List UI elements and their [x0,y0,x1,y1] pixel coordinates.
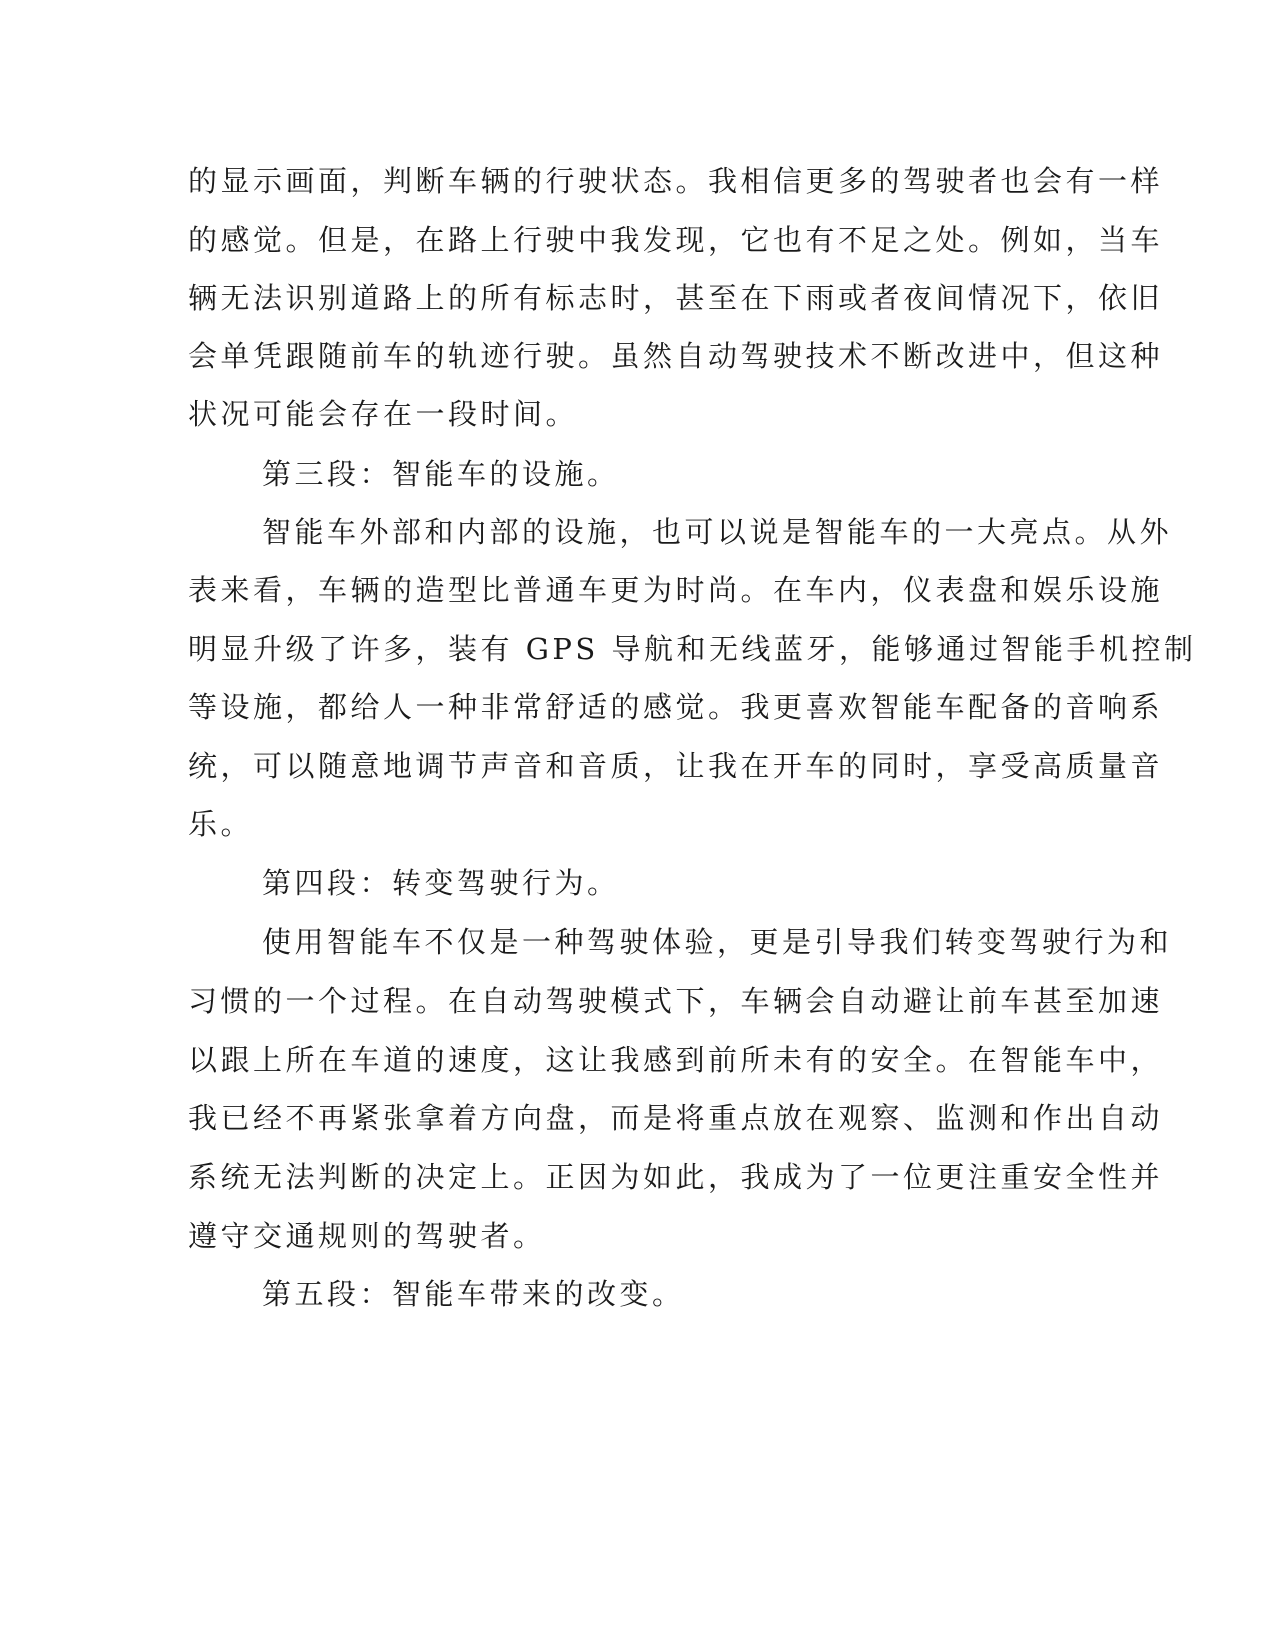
text-line: 乐。 [188,807,254,841]
text-line: 智能车外部和内部的设施，也可以说是智能车的一大亮点。从外 [262,515,1173,549]
text-line: 会单凭跟随前车的轨迹行驶。虽然自动驾驶技术不断改进中，但这种 [188,339,1164,373]
text-line: 我已经不再紧张拿着方向盘，而是将重点放在观察、监测和作出自动 [188,1101,1164,1135]
section-heading: 第三段：智能车的设施。 [262,457,620,491]
text-line: 以跟上所在车道的速度，这让我感到前所未有的安全。在智能车中， [188,1043,1164,1077]
text-line: 等设施，都给人一种非常舒适的感觉。我更喜欢智能车配备的音响系 [188,690,1164,724]
text-line: 状况可能会存在一段时间。 [188,397,579,431]
text-line: 系统无法判断的决定上。正因为如此，我成为了一位更注重安全性并 [188,1160,1164,1194]
text-line: 辆无法识别道路上的所有标志时，甚至在下雨或者夜间情况下，依旧 [188,281,1164,315]
text-line: 的感觉。但是，在路上行驶中我发现，它也有不足之处。例如，当车 [188,223,1164,257]
text-line: 的显示画面，判断车辆的行驶状态。我相信更多的驾驶者也会有一样 [188,164,1164,198]
section-heading: 第五段：智能车带来的改变。 [262,1277,685,1311]
text-line: 习惯的一个过程。在自动驾驶模式下，车辆会自动避让前车甚至加速 [188,984,1164,1018]
text-line: 明显升级了许多，装有 GPS 导航和无线蓝牙，能够通过智能手机控制 [188,632,1197,666]
text-line: 使用智能车不仅是一种驾驶体验，更是引导我们转变驾驶行为和 [262,925,1173,959]
text-line: 统，可以随意地调节声音和音质，让我在开车的同时，享受高质量音 [188,749,1164,783]
text-line: 遵守交通规则的驾驶者。 [188,1219,546,1253]
text-line: 表来看，车辆的造型比普通车更为时尚。在车内，仪表盘和娱乐设施 [188,573,1164,607]
section-heading: 第四段：转变驾驶行为。 [262,866,620,900]
